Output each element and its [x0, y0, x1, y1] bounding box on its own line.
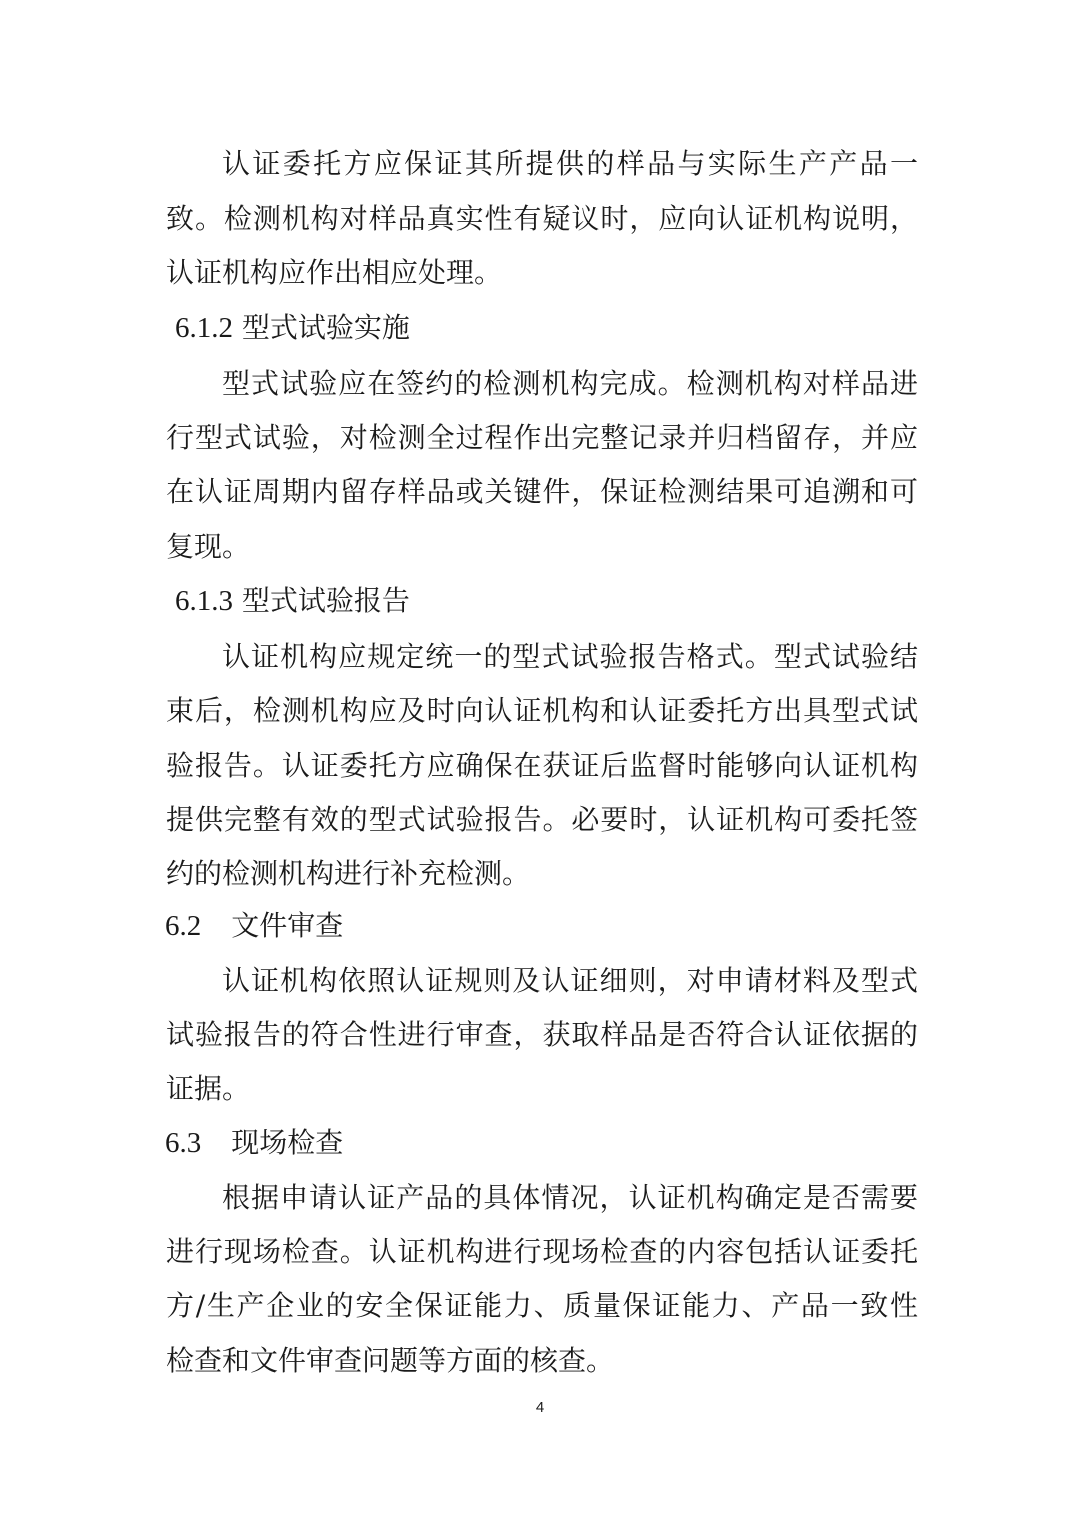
section-title: 文件审查: [231, 909, 344, 942]
section-number: 6.1.3: [175, 585, 233, 617]
section-title: 型式试验报告: [241, 584, 410, 617]
para3-line-3: 验报告。认证委托方应确保在获证后监督时能够向认证机构: [166, 749, 918, 782]
para5-line-3: 方/生产企业的安全保证能力、质量保证能力、产品一致性: [166, 1289, 918, 1322]
section-number: 6.3: [165, 1127, 202, 1159]
para1-line-1: 认证委托方应保证其所提供的样品与实际生产产品一: [222, 147, 918, 180]
para3-line-4: 提供完整有效的型式试验报告。必要时，认证机构可委托签: [166, 803, 918, 836]
para2-line-3: 在认证周期内留存样品或关键件，保证检测结果可追溯和可: [166, 475, 918, 508]
para4-line-3: 证据。: [166, 1072, 251, 1105]
para5-line-4: 检查和文件审查问题等方面的核查。: [166, 1344, 615, 1377]
para3-line-2: 束后，检测机构应及时向认证机构和认证委托方出具型式试: [166, 694, 918, 727]
section-heading-6-2: [165, 906, 343, 946]
section-number: 6.1.2: [175, 312, 233, 344]
para4-line-1: 认证机构依照认证规则及认证细则，对申请材料及型式: [222, 964, 918, 997]
para2-line-1: 型式试验应在签约的检测机构完成。检测机构对样品进: [222, 367, 918, 400]
para4-line-2: 试验报告的符合性进行审查，获取样品是否符合认证依据的: [166, 1018, 918, 1051]
section-heading-6-1-2: [175, 308, 410, 348]
para3-line-1: 认证机构应规定统一的型式试验报告格式。型式试验结: [222, 640, 918, 673]
section-heading-6-1-3: [175, 581, 410, 621]
para1-line-3: 认证机构应作出相应处理。: [166, 256, 503, 289]
para5-line-1: 根据申请认证产品的具体情况，认证机构确定是否需要: [222, 1181, 918, 1214]
para1-line-2: 致。检测机构对样品真实性有疑议时，应向认证机构说明，: [166, 202, 918, 235]
page-number: 4: [535, 1399, 545, 1416]
section-heading-6-3: [165, 1123, 343, 1163]
para3-line-5: 约的检测机构进行补充检测。: [166, 857, 531, 890]
section-number: 6.2: [165, 910, 202, 942]
section-title: 型式试验实施: [241, 311, 410, 344]
para5-line-2: 进行现场检查。认证机构进行现场检查的内容包括认证委托: [166, 1235, 918, 1268]
para2-line-2: 行型式试验，对检测全过程作出完整记录并归档留存，并应: [166, 421, 918, 454]
section-title: 现场检查: [231, 1126, 344, 1159]
para2-line-4: 复现。: [166, 530, 251, 563]
